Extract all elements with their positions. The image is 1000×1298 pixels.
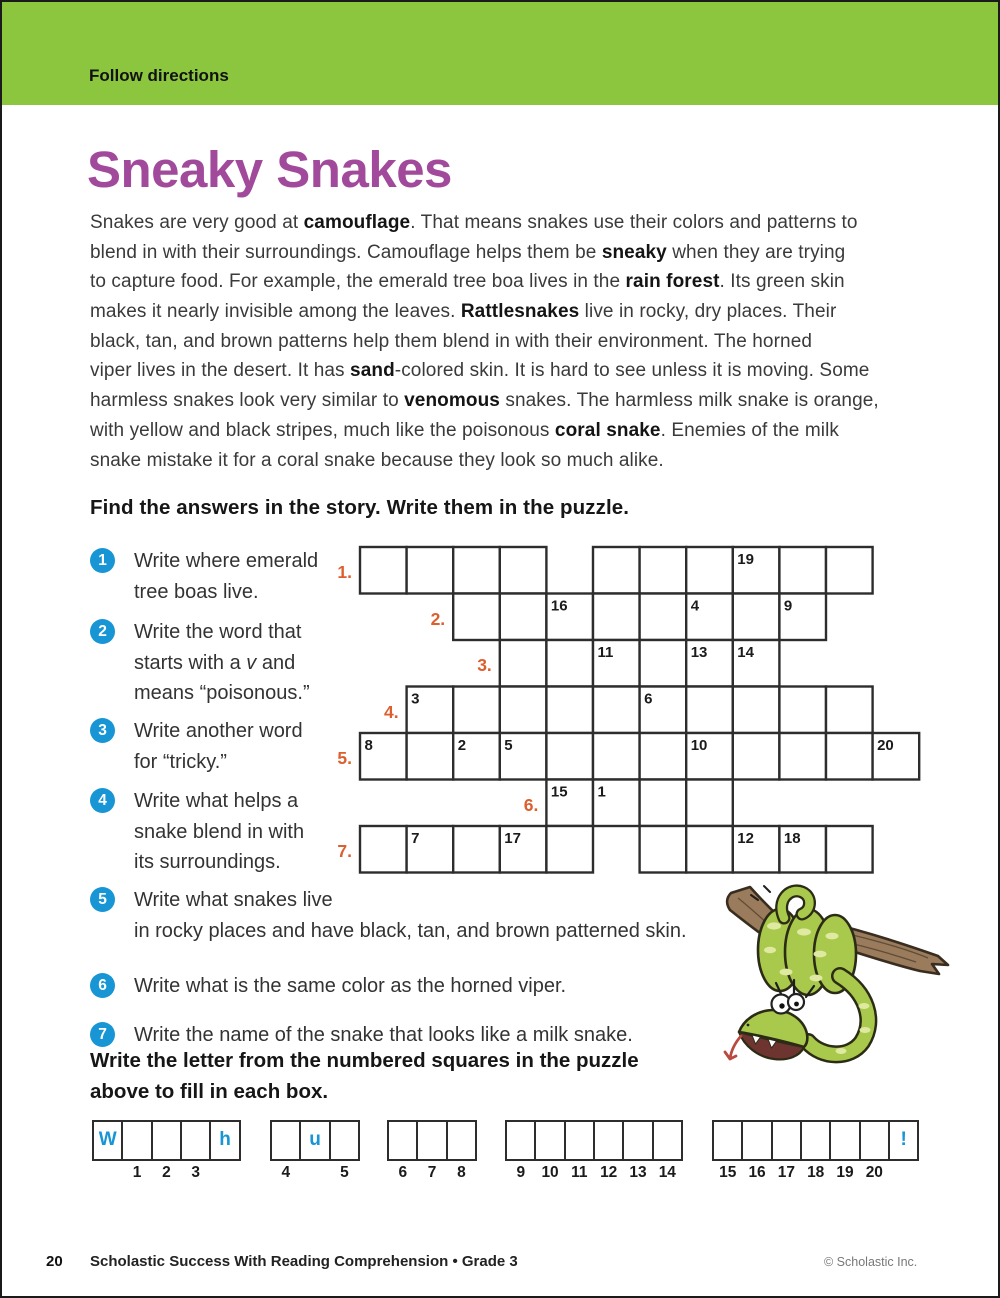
answer-box-number: 11 bbox=[571, 1164, 588, 1181]
puzzle-cell[interactable] bbox=[640, 780, 687, 827]
answer-box-number: 19 bbox=[836, 1164, 854, 1181]
answer-box-number: 1 bbox=[132, 1164, 142, 1181]
question-number-badge: 3 bbox=[90, 718, 115, 743]
puzzle-cell[interactable] bbox=[593, 594, 640, 641]
crossword-puzzle bbox=[332, 537, 992, 887]
puzzle-cell[interactable] bbox=[407, 733, 454, 780]
answer-box[interactable] bbox=[534, 1120, 566, 1181]
puzzle-cell[interactable] bbox=[546, 733, 593, 780]
answer-box[interactable] bbox=[505, 1120, 537, 1181]
page-title: Sneaky Snakes bbox=[87, 141, 452, 198]
answer-box[interactable] bbox=[829, 1120, 861, 1181]
question-text: Write what is the same color as the horned viper. bbox=[134, 975, 567, 997]
answer-box-number: 12 bbox=[600, 1164, 618, 1181]
question-3 bbox=[90, 716, 303, 777]
puzzle-cell[interactable] bbox=[546, 826, 593, 873]
puzzle-clue-number: 5. bbox=[337, 748, 352, 768]
puzzle-cell-number: 16 bbox=[550, 597, 568, 615]
puzzle-cell-number: 1 bbox=[597, 783, 606, 801]
puzzle-clue-number: 3. bbox=[477, 655, 492, 675]
question-number-badge: 1 bbox=[90, 548, 115, 573]
puzzle-cell[interactable] bbox=[640, 640, 687, 687]
puzzle-cell-number: 12 bbox=[737, 830, 754, 847]
puzzle-cell[interactable] bbox=[686, 826, 733, 873]
answer-box-number: 13 bbox=[629, 1164, 647, 1181]
answer-box[interactable] bbox=[180, 1120, 212, 1181]
puzzle-cell-number: 6 bbox=[644, 690, 653, 708]
puzzle-cell[interactable] bbox=[826, 547, 873, 594]
snake-illustration bbox=[724, 884, 954, 1069]
answer-box[interactable] bbox=[270, 1120, 302, 1181]
answer-box[interactable] bbox=[387, 1120, 419, 1181]
snake-tongue bbox=[725, 1036, 741, 1059]
story-paragraph: Snakes are very good at camouflage. That means snakes use their colors and patterns to blend in with their surroundings. Camouflage helps them be sneaky when they are trying to capture food. For example, the emerald tree boa lives in the rain forest. Its green skin makes it nearly invisible among the leaves. Rattlesnakes live in rocky, dry places. Their black, tan, and brown patterns help them blend in with their environment. The horned viper lives in the desert. It has sand-colored skin. It is hard to see unless it is moving. Some harmless snakes look very similar to venomous snakes. The harmless milk snake is orange, with yellow and black stripes, much like the poisonous coral snake. Enemies of the milk snake mistake it for a coral snake because they look so much alike. bbox=[90, 212, 879, 471]
answer-box[interactable] bbox=[712, 1120, 744, 1181]
question-text: Write what snakes live in rocky places and have black, tan, and brown patterned skin. bbox=[134, 889, 687, 942]
puzzle-cell[interactable] bbox=[546, 640, 593, 687]
footer-book-title: Scholastic Success With Reading Comprehension • Grade 3 bbox=[90, 1253, 518, 1270]
question-number-badge: 2 bbox=[90, 619, 115, 644]
answer-box-group bbox=[92, 1120, 241, 1181]
footer-page-number: 20 bbox=[46, 1253, 63, 1270]
puzzle-cell-number: 11 bbox=[597, 644, 614, 661]
letters-instruction-heading: Write the letter from the numbered squares in the puzzle above to fill in each box. bbox=[90, 1049, 639, 1103]
puzzle-cell[interactable] bbox=[407, 547, 454, 594]
puzzle-cell-number: 7 bbox=[411, 830, 420, 847]
puzzle-cell-number: 19 bbox=[737, 551, 754, 568]
puzzle-cell-number: 14 bbox=[737, 644, 754, 661]
answer-box-number: 20 bbox=[865, 1164, 883, 1181]
question-text: Write where emerald tree boas live. bbox=[134, 550, 319, 603]
crossword-grid bbox=[332, 537, 992, 887]
puzzle-cell-number: 4 bbox=[690, 597, 700, 615]
header-bar bbox=[2, 2, 998, 105]
puzzle-cell[interactable] bbox=[500, 640, 547, 687]
question-2 bbox=[90, 617, 310, 709]
puzzle-cell[interactable] bbox=[826, 826, 873, 873]
puzzle-cell-number: 2 bbox=[457, 737, 467, 754]
puzzle-cell[interactable] bbox=[826, 687, 873, 734]
answer-box-group bbox=[712, 1120, 919, 1181]
answer-letter: u bbox=[309, 1129, 321, 1151]
answer-box[interactable] bbox=[329, 1120, 361, 1181]
puzzle-cell[interactable] bbox=[593, 687, 640, 734]
answer-box[interactable] bbox=[652, 1120, 684, 1181]
puzzle-cell[interactable] bbox=[733, 594, 780, 641]
puzzle-cell-number: 18 bbox=[783, 830, 801, 847]
puzzle-cell[interactable] bbox=[593, 547, 640, 594]
puzzle-cell[interactable] bbox=[779, 547, 826, 594]
puzzle-cell-number: 8 bbox=[364, 737, 373, 754]
puzzle-clue-number: 7. bbox=[337, 841, 352, 861]
puzzle-cell[interactable] bbox=[686, 780, 733, 827]
puzzle-cell[interactable] bbox=[686, 547, 733, 594]
answer-box[interactable] bbox=[446, 1120, 478, 1181]
answer-box[interactable] bbox=[888, 1120, 920, 1161]
answer-box-number: 2 bbox=[162, 1164, 171, 1181]
answer-box[interactable] bbox=[859, 1120, 891, 1181]
answer-box-number: 7 bbox=[427, 1164, 437, 1181]
answer-box-group bbox=[505, 1120, 683, 1181]
puzzle-cell[interactable] bbox=[779, 733, 826, 780]
puzzle-cell[interactable] bbox=[640, 826, 687, 873]
puzzle-cell-number: 5 bbox=[504, 737, 513, 754]
puzzle-cell[interactable] bbox=[360, 826, 407, 873]
answer-box[interactable] bbox=[622, 1120, 654, 1181]
header-skill-tag: Follow directions bbox=[89, 66, 229, 85]
answer-box-group bbox=[270, 1120, 360, 1181]
question-5 bbox=[90, 885, 687, 946]
question-number-badge: 6 bbox=[90, 973, 115, 998]
answer-box-number: 16 bbox=[748, 1164, 766, 1181]
puzzle-cell[interactable] bbox=[453, 547, 500, 594]
answer-box-number: 17 bbox=[777, 1164, 795, 1181]
answer-box-number: 3 bbox=[191, 1164, 200, 1181]
puzzle-cell-number: 13 bbox=[690, 644, 708, 661]
footer-copyright: © Scholastic Inc. bbox=[824, 1255, 918, 1269]
question-text: Write the name of the snake that looks like a milk snake. bbox=[134, 1024, 633, 1046]
snake-head bbox=[725, 994, 807, 1059]
puzzle-cell-number: 3 bbox=[411, 690, 420, 708]
puzzle-clue-number: 4. bbox=[383, 701, 399, 722]
question-text: Write what helps a snake blend in with its surroundings. bbox=[134, 790, 305, 873]
answer-box-number: 15 bbox=[719, 1164, 737, 1181]
puzzle-clue-number: 1. bbox=[337, 562, 352, 582]
answer-box[interactable] bbox=[564, 1120, 596, 1181]
puzzle-cell-number: 10 bbox=[690, 737, 708, 754]
answer-boxes-row bbox=[2, 1120, 998, 1184]
answer-box-number: 9 bbox=[516, 1164, 526, 1181]
answer-box[interactable] bbox=[151, 1120, 183, 1181]
puzzle-cell[interactable] bbox=[640, 547, 687, 594]
puzzle-cell[interactable] bbox=[593, 733, 640, 780]
puzzle-cell[interactable] bbox=[640, 594, 687, 641]
answer-letter: W bbox=[98, 1129, 117, 1151]
answer-box[interactable] bbox=[771, 1120, 803, 1181]
puzzle-cell[interactable] bbox=[453, 826, 500, 873]
puzzle-cell[interactable] bbox=[826, 733, 873, 780]
puzzle-cell[interactable] bbox=[686, 687, 733, 734]
puzzle-cell[interactable] bbox=[640, 733, 687, 780]
answer-box[interactable] bbox=[800, 1120, 832, 1181]
question-number-badge: 5 bbox=[90, 887, 115, 912]
answer-box-number: 4 bbox=[281, 1164, 291, 1181]
answer-box-number: 5 bbox=[340, 1164, 349, 1181]
answer-box[interactable] bbox=[209, 1120, 241, 1161]
puzzle-cell[interactable] bbox=[453, 594, 500, 641]
puzzle-cell[interactable] bbox=[360, 547, 407, 594]
answer-box[interactable] bbox=[593, 1120, 625, 1181]
puzzle-cell-number: 9 bbox=[783, 597, 793, 615]
puzzle-cell-number: 17 bbox=[504, 830, 521, 847]
answer-box[interactable] bbox=[92, 1120, 124, 1161]
puzzle-cell[interactable] bbox=[500, 687, 547, 734]
puzzle-cell-number: 15 bbox=[550, 783, 568, 801]
question-6 bbox=[90, 971, 566, 1002]
answer-box-number: 6 bbox=[398, 1164, 408, 1181]
puzzle-cell[interactable] bbox=[546, 687, 593, 734]
puzzle-cell-number: 20 bbox=[877, 737, 894, 754]
puzzle-instruction-heading: Find the answers in the story. Write them in the puzzle. bbox=[90, 496, 630, 519]
puzzle-cell[interactable] bbox=[733, 733, 780, 780]
answer-letter: ! bbox=[900, 1129, 907, 1151]
question-text: Write another word for “tricky.” bbox=[134, 720, 303, 773]
answer-box[interactable] bbox=[121, 1120, 153, 1181]
puzzle-cell[interactable] bbox=[779, 687, 826, 734]
answer-box[interactable] bbox=[416, 1120, 448, 1181]
puzzle-clue-number: 6. bbox=[523, 794, 539, 815]
answer-box[interactable] bbox=[741, 1120, 773, 1181]
answer-box[interactable] bbox=[299, 1120, 331, 1161]
puzzle-cell[interactable] bbox=[500, 594, 547, 641]
question-number-badge: 4 bbox=[90, 788, 115, 813]
answer-box-number: 8 bbox=[457, 1164, 466, 1181]
answer-box-group bbox=[387, 1120, 477, 1181]
question-1 bbox=[90, 546, 318, 607]
question-text: Write the word that starts with a v and means “poisonous.” bbox=[134, 621, 310, 704]
question-4 bbox=[90, 786, 304, 878]
answer-box-number: 18 bbox=[807, 1164, 825, 1181]
question-number-badge: 7 bbox=[90, 1022, 115, 1047]
answer-letter: h bbox=[219, 1129, 231, 1151]
puzzle-cell[interactable] bbox=[453, 687, 500, 734]
answer-box-number: 10 bbox=[541, 1164, 559, 1181]
answer-box-number: 14 bbox=[658, 1164, 676, 1181]
puzzle-cell[interactable] bbox=[733, 687, 780, 734]
puzzle-cell[interactable] bbox=[500, 547, 547, 594]
puzzle-clue-number: 2. bbox=[430, 608, 446, 629]
